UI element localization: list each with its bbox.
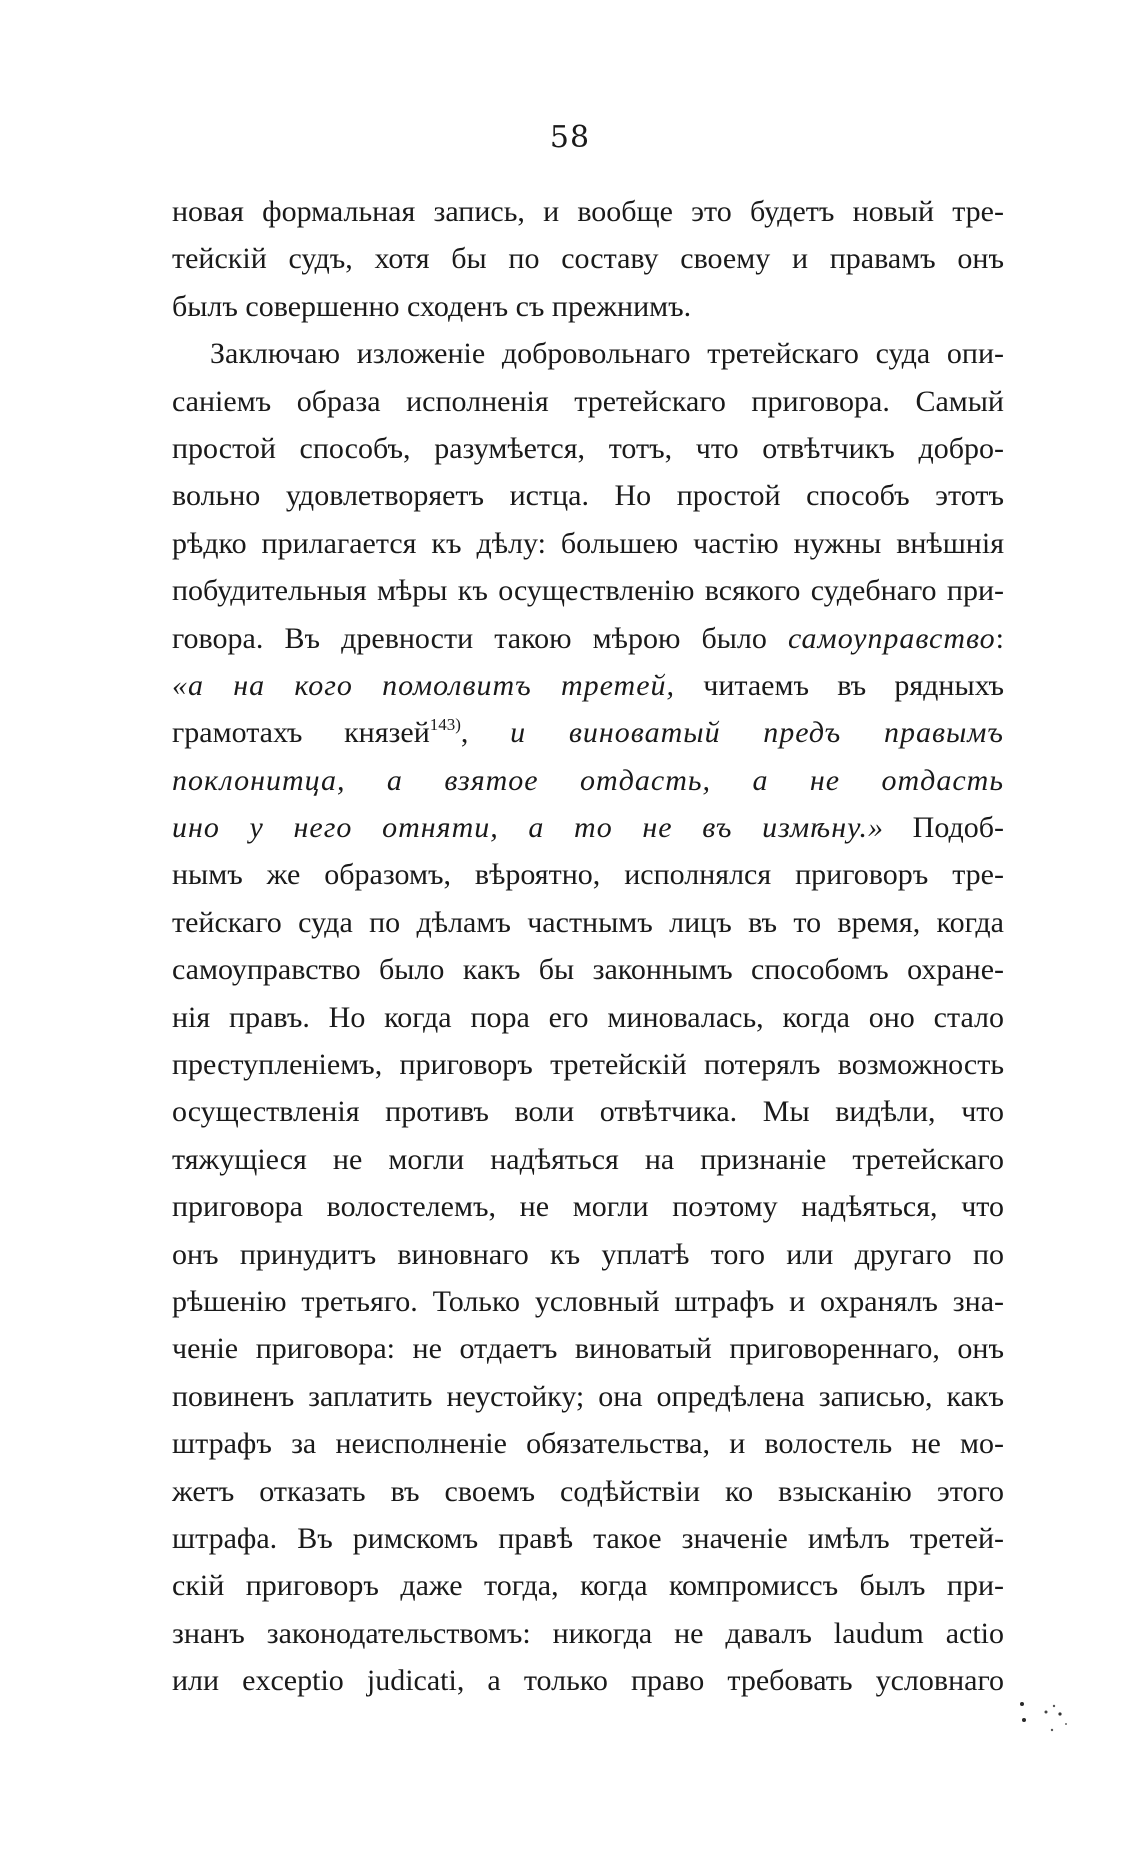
text-line: ченіе приговора: не отдаетъ виноватый приговореннаго, онъ [172, 1332, 1004, 1366]
italic-quote: поклонитца, а взятое отдасть, а не отдасть [172, 763, 1004, 797]
text-line: жетъ отказать въ своемъ содѣйствіи ко взысканію этого [172, 1474, 1004, 1508]
text-line: самоуправство было какъ бы законнымъ способомъ охране- [172, 953, 1004, 987]
italic-quote: ино у него отняти, а то не въ измѣну.» [172, 811, 885, 845]
italic-quote: самоуправство [788, 621, 996, 655]
print-specks [1016, 1700, 1086, 1750]
text-line [172, 757, 1004, 804]
text-line: рѣдко прилагается къ дѣлу: большею частію нужны внѣшнія [172, 526, 1004, 560]
footnote-reference: 143) [429, 715, 461, 735]
text-line: новая формальная запись, и вообще это будетъ новый тре- [172, 195, 1004, 228]
text-line: саніемъ образа исполненія третейскаго приговора. Самый [172, 384, 1004, 418]
text-line [172, 709, 1004, 756]
text-line: побудительныя мѣры къ осуществленію всякого судебнаго при- [172, 574, 1004, 608]
text-line: тяжущіеся не могли надѣяться на признаніе третейскаго [172, 1142, 1004, 1176]
text-line: приговора волостелемъ, не могли поэтому надѣяться, что [172, 1190, 1004, 1224]
text-line: простой способъ, разумѣется, тотъ, что отвѣтчикъ добро- [172, 431, 1004, 465]
line-segment: : [995, 621, 1004, 655]
text-line: осуществленія противъ воли отвѣтчика. Мы видѣли, что [172, 1095, 1004, 1129]
text-line: скій приговоръ даже тогда, когда компромиссъ былъ при- [172, 1569, 1004, 1603]
text-line: преступленіемъ, приговоръ третейскій потерялъ возможность [172, 1048, 1004, 1082]
text-line: штрафа. Въ римскомъ правѣ такое значеніе имѣлъ третей- [172, 1521, 1004, 1555]
text-line: онъ принудитъ виновнаго къ уплатѣ того или другаго по [172, 1237, 1004, 1271]
text-line: былъ совершенно сходенъ съ прежнимъ. [172, 289, 692, 323]
text-line: повиненъ заплатить неустойку; она опредѣлена записью, какъ [172, 1379, 1004, 1413]
line-segment: говора. Въ древности такою мѣрою было [172, 621, 789, 655]
text-line: или exceptio judicati, а только право требовать условнаго [172, 1664, 1004, 1698]
line-segment: Подоб- [884, 811, 1004, 845]
text-line: знанъ законодательствомъ: никогда не давалъ laudum actio [172, 1616, 1004, 1650]
body-text [172, 188, 1004, 1705]
text-line: штрафъ за неисполненіе обязательства, и волостель не мо- [172, 1427, 1004, 1461]
text-line: нымъ же образомъ, вѣроятно, исполнялся приговоръ тре- [172, 858, 1004, 892]
italic-quote: «а на кого помолвитъ третей, [172, 668, 676, 702]
text-line: нія правъ. Но когда пора его миновалась, когда оно стало [172, 1000, 1004, 1034]
text-line: Заключаю изложеніе добровольнаго третейскаго суда опи- [210, 337, 1004, 371]
text-line: тейскій судъ, хотя бы по составу своему и правамъ онъ [172, 242, 1004, 276]
text-line: тейскаго суда по дѣламъ частнымъ лицъ въ то время, когда [172, 905, 1004, 939]
text-line [172, 662, 1004, 709]
text-line: рѣшенію третьяго. Только условный штрафъ и охранялъ зна- [172, 1284, 1004, 1318]
line-segment: читаемъ въ рядныхъ [675, 668, 1004, 702]
page-number: 58 [549, 120, 591, 155]
text-line: вольно удовлетворяетъ истца. Но простой способъ этотъ [172, 479, 1004, 513]
text-line [172, 804, 1004, 851]
line-segment: грамотахъ князей [172, 716, 430, 750]
text-line [172, 615, 1004, 662]
italic-quote: и виноватый предъ правымъ [510, 716, 1005, 750]
line-segment: , [460, 716, 511, 750]
